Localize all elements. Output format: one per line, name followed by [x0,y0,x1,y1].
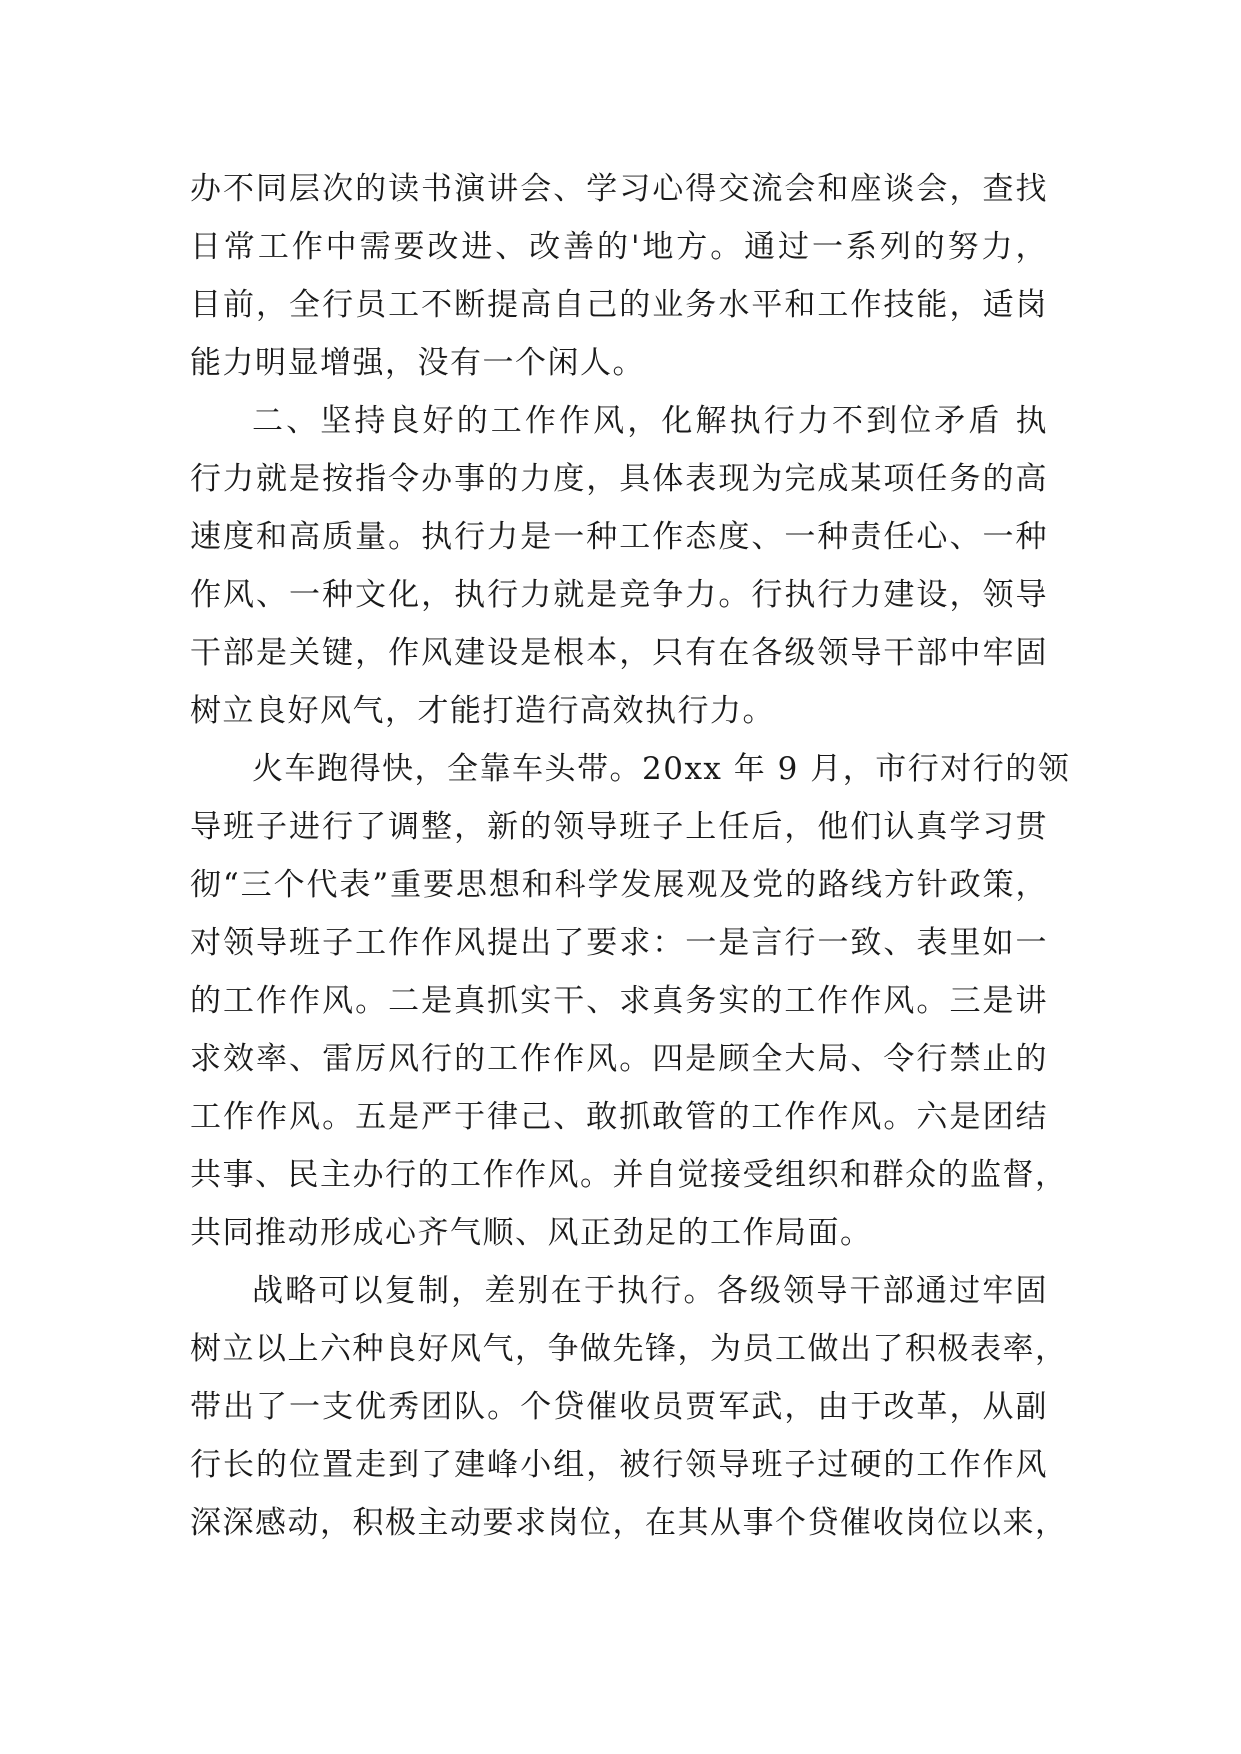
text-line: 日常工作中需要改进、改善的'地方。通过一系列的努力， [190,229,1048,265]
text-line: 树立良好风气，才能打造行高效执行力。 [190,693,775,729]
text-line: 行长的位置走到了建峰小组，被行领导班子过硬的工作作风 [190,1447,1048,1483]
text-line: 彻“三个代表”重要思想和科学发展观及党的路线方针政策， [190,867,1048,903]
text-line: 对领导班子工作作风提出了要求：一是言行一致、表里如一 [190,925,1048,961]
text-line: 的工作作风。二是真抓实干、求真务实的工作作风。三是讲 [190,983,1048,1019]
text-line: 树立以上六种良好风气，争做先锋，为员工做出了积极表率， [190,1331,1068,1367]
text-line: 二、坚持良好的工作作风，化解执行力不到位矛盾 执 [252,403,1048,439]
text-line: 办不同层次的读书演讲会、学习心得交流会和座谈会，查找 [190,171,1048,207]
text-line: 工作作风。五是严于律己、敢抓敢管的工作作风。六是团结 [190,1099,1048,1135]
text-line: 共同推动形成心齐气顺、风正劲足的工作局面。 [190,1215,873,1251]
text-line: 作风、一种文化，执行力就是竞争力。行执行力建设，领导 [190,577,1048,613]
text-line: 导班子进行了调整，新的领导班子上任后，他们认真学习贯 [190,809,1048,845]
document-body [190,160,1071,1552]
text-line: 速度和高质量。执行力是一种工作态度、一种责任心、一种 [190,519,1048,555]
text-line: 目前，全行员工不断提高自己的业务水平和工作技能，适岗 [190,287,1048,323]
text-line: 战略可以复制，差别在于执行。各级领导干部通过牢固 [252,1273,1048,1309]
text-line: 火车跑得快，全靠车头带。20xx 年 9 月，市行对行的领 [252,751,1071,787]
text-line: 行力就是按指令办事的力度，具体表现为完成某项任务的高 [190,461,1048,497]
text-line: 求效率、雷厉风行的工作作风。四是顾全大局、令行禁止的 [190,1041,1048,1077]
text-line: 共事、民主办行的工作作风。并自觉接受组织和群众的监督， [190,1157,1068,1193]
text-line: 干部是关键，作风建设是根本，只有在各级领导干部中牢固 [190,635,1048,671]
text-line: 能力明显增强，没有一个闲人。 [190,345,645,381]
text-line: 深深感动，积极主动要求岗位，在其从事个贷催收岗位以来， [190,1505,1068,1541]
text-line: 带出了一支优秀团队。个贷催收员贾军武，由于改革，从副 [190,1389,1048,1425]
